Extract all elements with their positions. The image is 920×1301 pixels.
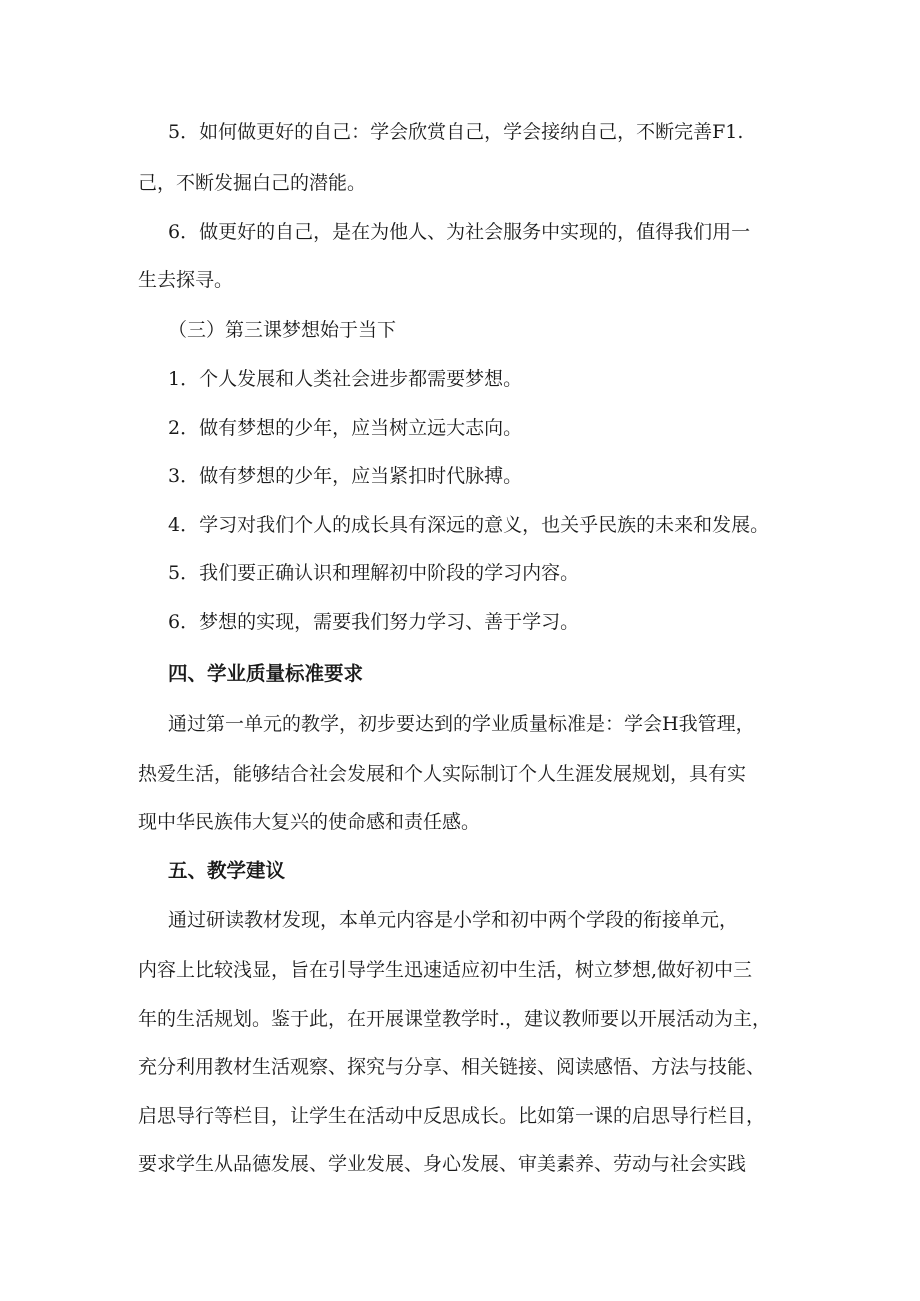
paragraph-line: 要求学生从品德发展、学业发展、身心发展、审美素养、劳动与社会实践 bbox=[138, 1153, 747, 1175]
subsection-title: （三）第三课梦想始于当下 bbox=[168, 319, 397, 341]
list-item: 4．学习对我们个人的成长具有深远的意义，也关乎民族的未来和发展。 bbox=[168, 514, 770, 536]
paragraph-line: 通过研读教材发现，本单元内容是小学和初中两个学段的衔接单元， bbox=[168, 909, 739, 931]
paragraph-line: 内容上比较浅显，旨在引导学生迅速适应初中生活，树立梦想,做好初中三 bbox=[138, 959, 753, 981]
section-heading: 五、教学建议 bbox=[168, 859, 286, 882]
text-line: 己，不断发掘白己的潜能。 bbox=[138, 172, 367, 194]
paragraph-line: 年的生活规划。鉴于此，在开展课堂教学时.，建议教师要以开展活动为主， bbox=[138, 1008, 772, 1030]
list-item: 3．做有梦想的少年，应当紧扣时代脉搏。 bbox=[168, 465, 523, 487]
list-item: 2．做有梦想的少年，应当树立远大志向。 bbox=[168, 417, 523, 439]
section-heading: 四、学业质量标准要求 bbox=[168, 662, 364, 685]
text-line: 5．如何做更好的自己：学会欣赏自己，学会接纳自己，不断完善F1. bbox=[168, 121, 744, 143]
paragraph-line: 现中华民族伟大复兴的使命感和责任感。 bbox=[138, 811, 481, 833]
list-item: 5．我们要正确认识和理解初中阶段的学习内容。 bbox=[168, 562, 580, 584]
list-item: 1．个人发展和人类社会进步都需要梦想。 bbox=[168, 368, 523, 390]
paragraph-line: 通过第一单元的教学，初步要达到的学业质量标准是：学会H我管理， bbox=[168, 713, 755, 735]
text-line: 6．做更好的自己，是在为他人、为社会服务中实现的，值得我们用一 bbox=[168, 221, 751, 243]
paragraph-line: 启思导行等栏目，让学生在活动中反思成长。比如第一课的启思导行栏目， bbox=[138, 1105, 766, 1127]
list-item: 6．梦想的实现，需要我们努力学习、善于学习。 bbox=[168, 611, 580, 633]
paragraph-line: 充分利用教材生活观察、探究与分享、相关链接、阅读感悟、方法与技能、 bbox=[138, 1056, 766, 1078]
paragraph-line: 热爱生活，能够结合社会发展和个人实际制订个人生涯发展规划，具有实 bbox=[138, 763, 747, 785]
text-line: 生去探寻。 bbox=[138, 269, 234, 291]
